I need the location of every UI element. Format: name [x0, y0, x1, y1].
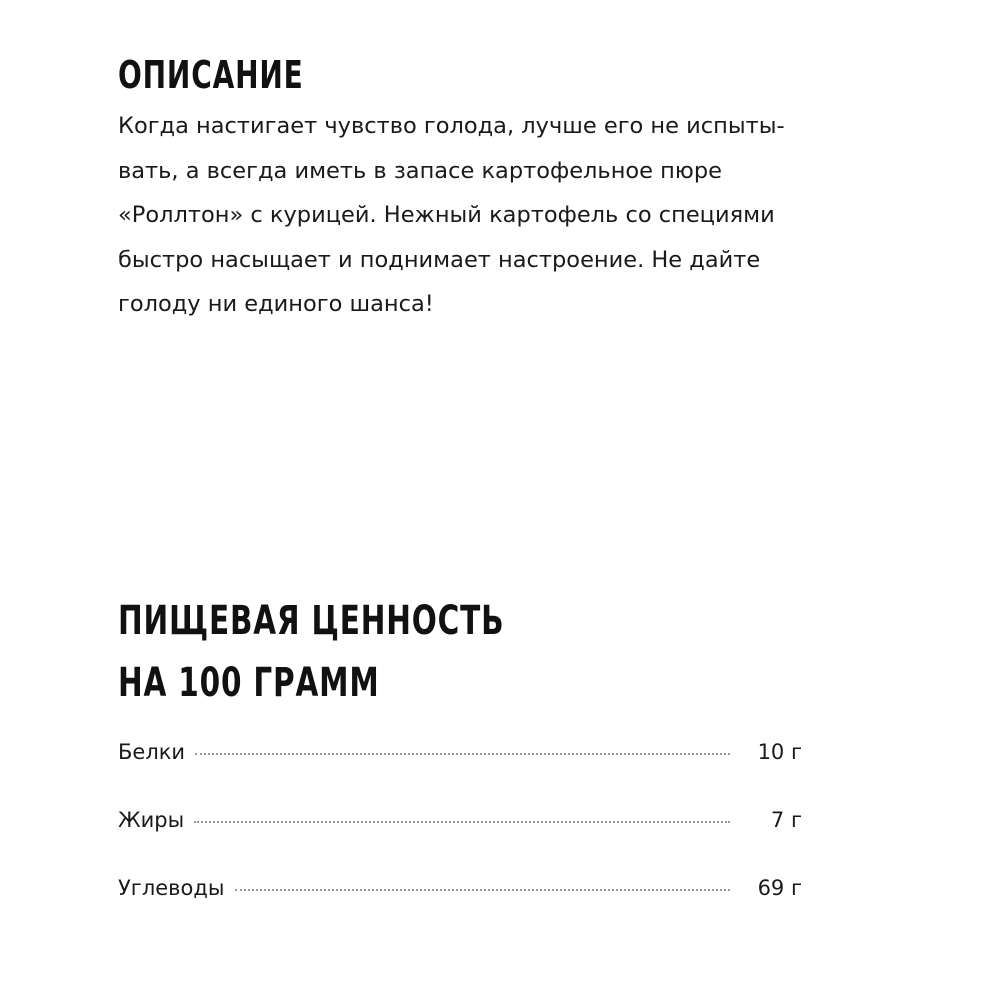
nutrient-name: Жиры — [118, 808, 185, 832]
description-text — [118, 104, 938, 327]
nutrient-name: Углеводы — [118, 876, 225, 900]
description-line: быстро насыщает и поднимает настроение. Не дайте — [118, 246, 761, 273]
nutrition-heading-line-2: НА 100 ГРАММ — [118, 660, 380, 706]
nutrition-row-fat — [118, 808, 802, 876]
nutrient-value: 7 г — [770, 808, 802, 832]
nutrition-row-protein — [118, 740, 802, 808]
dotted-leader — [194, 821, 730, 823]
nutrient-name: Белки — [118, 740, 186, 764]
description-line: Когда настигает чувство голода, лучше его не испыты- — [118, 113, 785, 139]
dotted-leader — [235, 889, 731, 891]
description-heading: ОПИСАНИЕ — [118, 53, 304, 97]
nutrition-heading — [118, 590, 504, 714]
nutrient-value: 10 г — [757, 740, 802, 764]
nutrition-heading-line-1: ПИЩЕВАЯ ЦЕННОСТЬ — [118, 598, 505, 644]
description-line: вать, а всегда иметь в запасе картофельное пюре — [118, 157, 722, 184]
description-line: «Роллтон» с курицей. Нежный картофель со специями — [118, 202, 775, 228]
nutrition-row-carbs — [118, 876, 802, 944]
nutrient-value: 69 г — [757, 876, 802, 900]
description-line: голоду ни единого шанса! — [118, 291, 434, 317]
dotted-leader — [195, 753, 730, 755]
nutrition-table — [118, 740, 802, 944]
